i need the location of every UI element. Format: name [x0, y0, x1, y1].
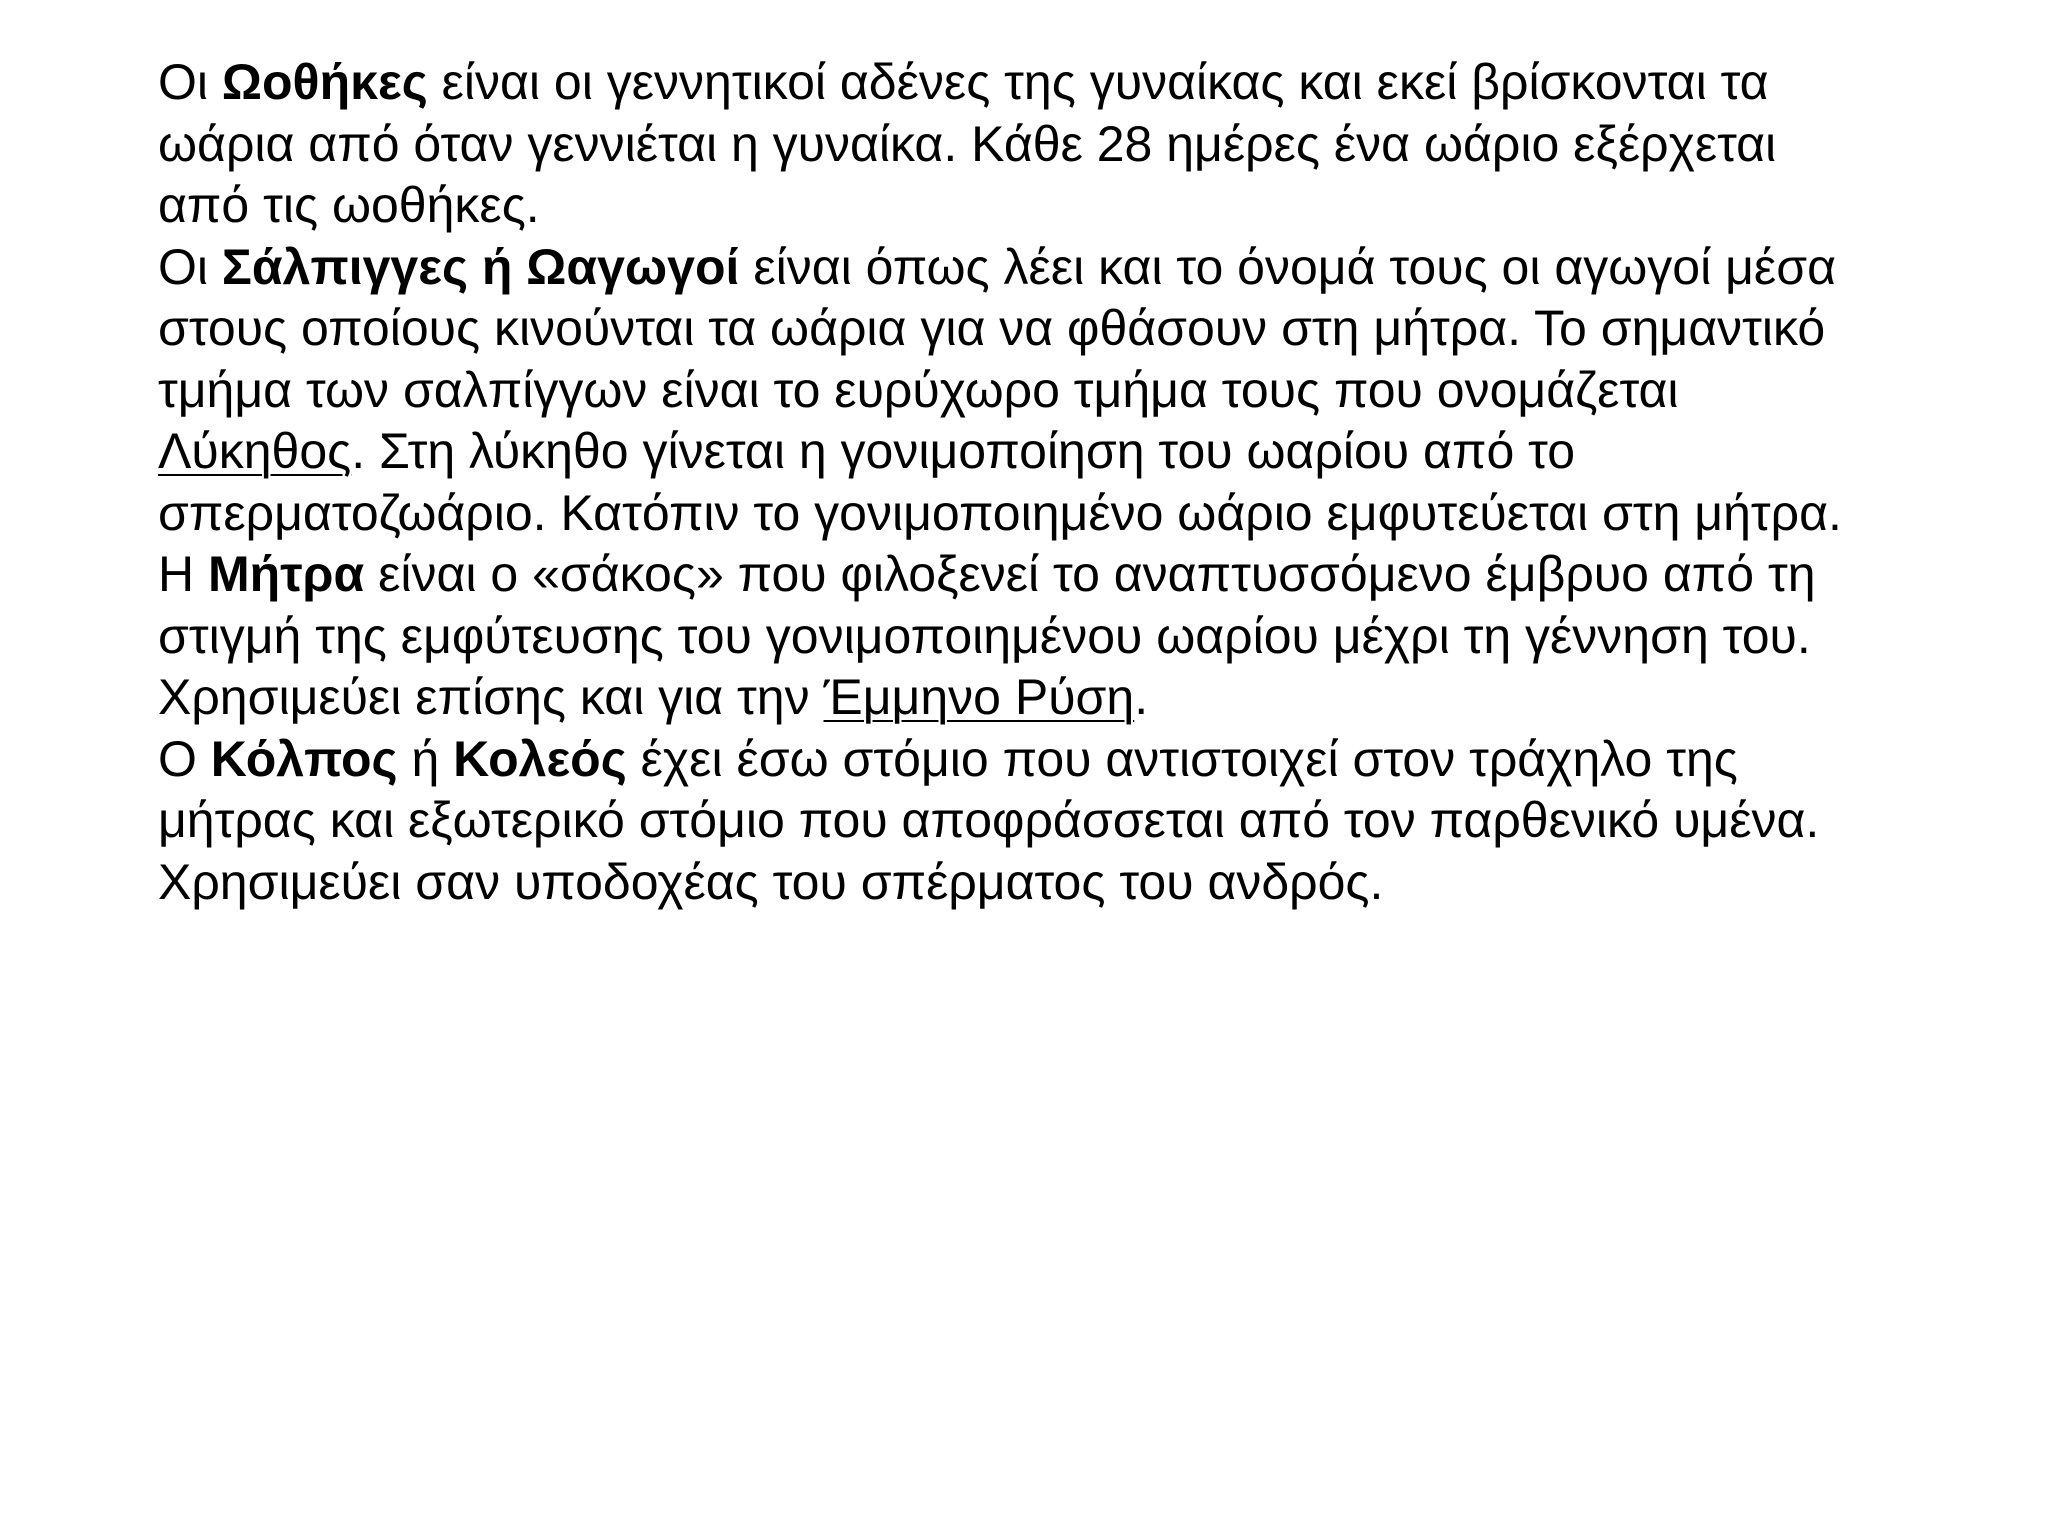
- text-run: είναι όπως λέει και το όνομά τους οι αγωγοί μέσα: [739, 238, 1836, 295]
- text-line: [158, 421, 1918, 483]
- text-run: Οι: [158, 238, 222, 295]
- term-bold: Κόλπος: [210, 730, 398, 787]
- text-line: [158, 544, 1918, 606]
- text-run: ή: [397, 730, 454, 787]
- text-line: [158, 729, 1918, 791]
- text-run: τμήμα των σαλπίγγων είναι το ευρύχωρο τμήμα τους που ονομάζεται: [158, 361, 1679, 418]
- text-run: στους οποίους κινούνται τα ωάρια για να φθάσουν στη μήτρα. Το σημαντικό: [158, 300, 1826, 356]
- term-underlined: Λύκηθος: [158, 423, 352, 479]
- text-run: ωάρια από όταν γεννιέται η γυναίκα. Κάθε 28 ημέρες ένα ωάριο εξέρχεται: [158, 115, 1777, 172]
- body-text: [158, 52, 1918, 913]
- text-line: [158, 790, 1918, 852]
- text-run: Χρησιμεύει επίσης και για την: [158, 669, 824, 725]
- text-run: έχει έσω στόμιο που αντιστοιχεί στον τράχηλο της: [626, 730, 1738, 787]
- term-bold: Σάλπιγγες ή Ωαγωγοί: [221, 238, 740, 295]
- text-run: Η: [158, 546, 208, 602]
- term-bold: Μήτρα: [208, 546, 365, 602]
- term-bold: Κολεός: [453, 730, 627, 787]
- text-run: από τις ωοθήκες.: [158, 177, 540, 233]
- text-line: [158, 52, 1918, 114]
- text-run: είναι ο «σάκος» που φιλοξενεί το αναπτυσσόμενο έμβρυο από τη: [364, 546, 1816, 602]
- text-run: Οι: [158, 54, 222, 110]
- text-run: είναι οι γεννητικοί αδένες της γυναίκας και εκεί βρίσκονται τα: [427, 54, 1769, 110]
- text-run: Ο: [158, 730, 211, 787]
- text-run: .: [1134, 669, 1149, 725]
- text-line: [158, 175, 1918, 237]
- text-line: [158, 237, 1918, 299]
- text-line: [158, 606, 1918, 668]
- text-line: [158, 483, 1918, 545]
- term-bold: Ωοθήκες: [221, 54, 428, 110]
- term-underlined: Έμμηνο Ρύση: [823, 669, 1135, 725]
- text-line: [158, 114, 1918, 176]
- text-run: σπερματοζωάριο. Κατόπιν το γονιμοποιημένο ωάριο εμφυτεύεται στη μήτρα.: [158, 484, 1842, 541]
- text-line: [158, 852, 1918, 914]
- text-line: [158, 667, 1918, 729]
- text-run: μήτρας και εξωτερικό στόμιο που αποφράσσεται από τον παρθενικό υμένα.: [158, 792, 1820, 848]
- text-run: Χρησιμεύει σαν υποδοχέας του σπέρματος του ανδρός.: [158, 853, 1384, 910]
- text-run: . Στη λύκηθο γίνεται η γονιμοποίηση του ωαρίου από το: [351, 423, 1575, 479]
- text-line: [158, 360, 1918, 422]
- text-line: [158, 298, 1918, 360]
- text-run: στιγμή της εμφύτευσης του γονιμοποιημένου ωαρίου μέχρι τη γέννηση του.: [158, 607, 1811, 664]
